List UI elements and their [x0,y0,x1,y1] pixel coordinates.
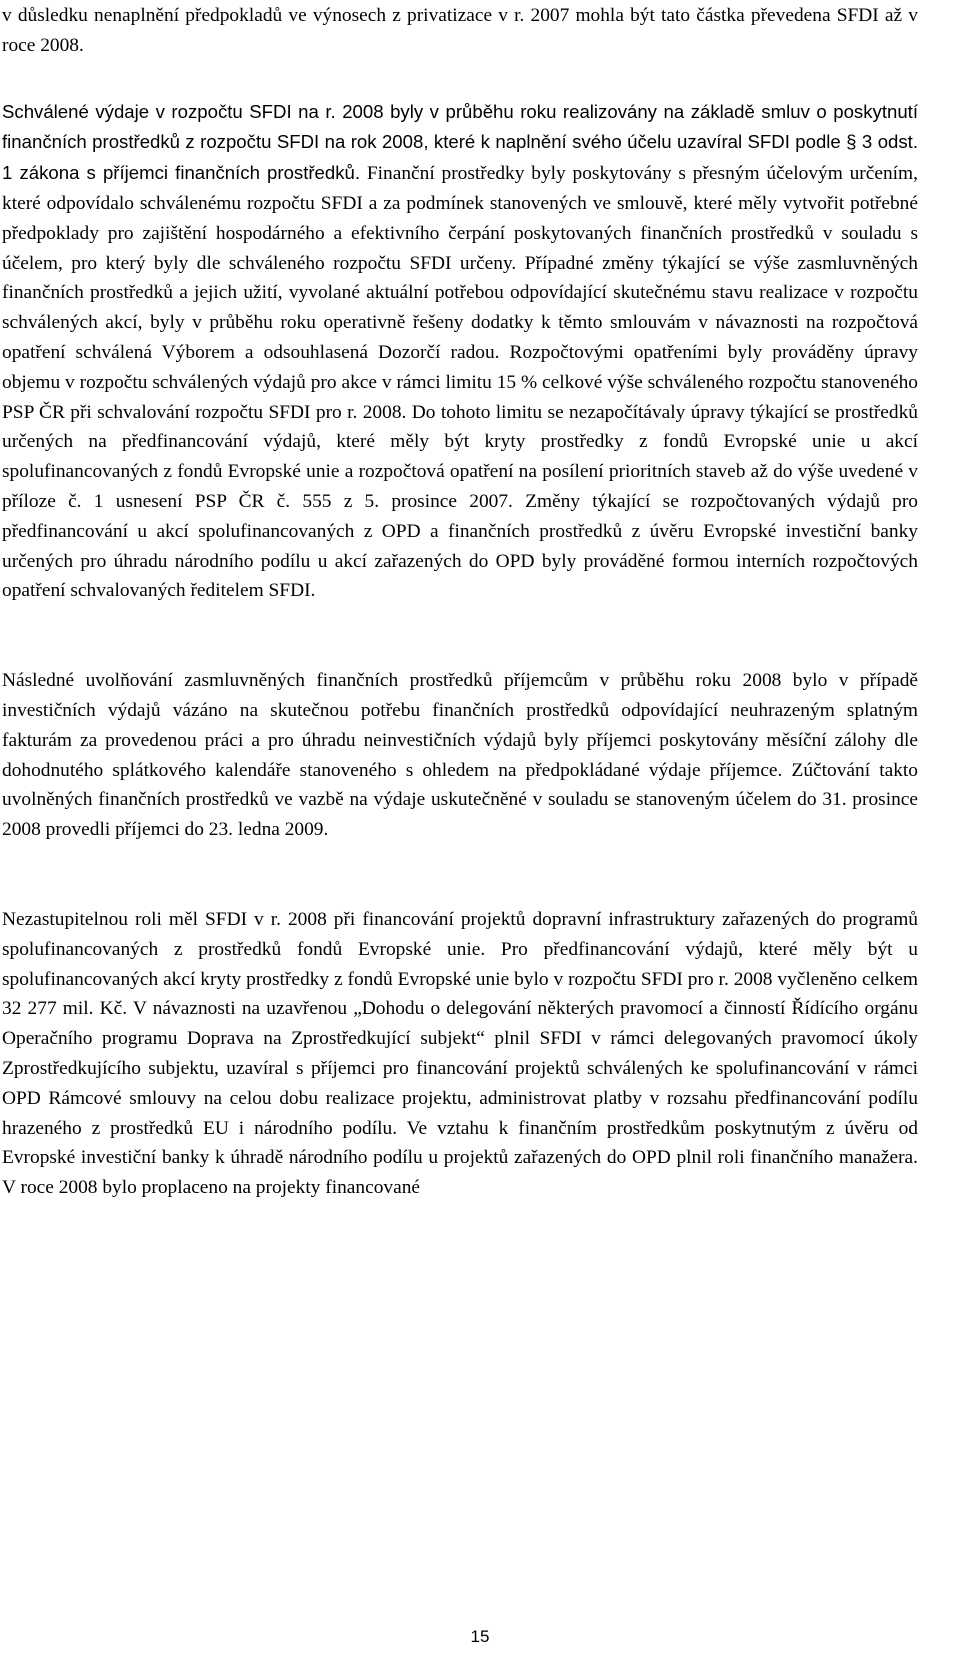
paragraph-text: Finanční prostředky byly poskytovány s přesným účelovým určením, které odpovídalo schválenému rozpočtu SFDI a za podmínek stanovených ve smlouvě, které měly vytvořit potřebné předpoklady pro zajištění hospodárného a efektivního čerpání poskytovaných finančních prostředků v souladu s účelem, pro který byly dle schváleného rozpočtu SFDI určeny. Případné změny týkající se výše zasmluvněných finančních prostředků a jejich užití, vyvolané aktuální potřebou odpovídající skutečnému stavu realizace v rozpočtu schválených akcí, byly v průběhu roku operativně řešeny dodatky k těmto smlouvám v návaznosti na rozpočtová opatření schválená Výborem a odsouhlasená Dozorčí radou. Rozpočtovými opatřeními byly prováděny úpravy objemu v rozpočtu schválených výdajů pro akce v rámci limitu 15 % celkové výše schváleného rozpočtu stanoveného PSP ČR při schvalování rozpočtu SFDI pro r. 2008. Do tohoto limitu se nezapočítávaly úpravy týkající se prostředků určených na předfinancování výdajů, které měly být kryty prostředky z fondů Evropské unie u akcí spolufinancovaných z fondů Evropské unie a rozpočtová opatření na posílení prioritních staveb až do výše uvedené v příloze č. 1 usnesení PSP ČR č. 555 z 5. prosince 2007. Změny týkající se rozpočtovaných výdajů pro předfinancování u akcí spolufinancovaných z OPD a finančních prostředků z úvěru Evropské investiční banky určených pro úhradu národního podílu u akcí zařazených do OPD byly prováděné formou interních rozpočtových opatření schvalovaných ředitelem SFDI. [2,163,918,602]
paragraph-text: Nezastupitelnou roli měl SFDI v r. 2008 při financování projektů dopravní infrastruktury zařazených do programů spolufinancovaných z prostředků fondů Evropské unie. Pro předfinancování výdajů, které měly být u spolufinancovaných akcí kryty prostředky z fondů Evropské unie bylo v rozpočtu SFDI pro r. 2008 vyčleněno celkem 32 277 mil. Kč. V návaznosti na uzavřenou „Dohodu o delegování některých pravomocí a činností Řídícího orgánu Operačního programu Doprava na Zprostředkující subjekt“ plnil SFDI v rámci delegovaných pravomocí úkoly Zprostředkujícího subjektu, uzavíral s příjemci pro financování projektů schválených ke spolufinancování v rámci OPD Rámcové smlouvy na celou dobu realizace projektu, administrovat platby v rozsahu předfinancování podílu hrazeného z prostředků EU i národního podílu. Ve vztahu k finančním prostředkům poskytnutým z úvěru od Evropské investiční banky k úhradě národního podílu u projektů zařazených do OPD plnil roli finančního manažera. V roce 2008 bylo proplaceno na projekty financované [2,908,918,1199]
paragraph-text: v důsledku nenaplnění předpokladů ve výnosech z privatizace v r. 2007 mohla být tato částka převedena SFDI až v roce 2008. [2,5,918,56]
paragraph-privatization [2,1,918,61]
paragraph-approved-expenditures [2,97,918,607]
paragraph-text-sans: Schválené výdaje v rozpočtu SFDI na r. 2008 byly v průběhu roku realizovány na základě smluv o poskytnutí finančních prostředků z rozpočtu SFDI na rok 2008, které k naplnění svého účelu uzavíral SFDI podle § 3 odst. 1 zákona s příjemci finančních prostředků. [2,100,918,184]
paragraph-release-of-funds [2,666,918,845]
paragraph-eu-funds-role [2,905,918,1203]
paragraph-text: Následné uvolňování zasmluvněných finančních prostředků příjemcům v průběhu roku 2008 bylo v případě investičních výdajů vázáno na skutečnou potřebu finančních prostředků odpovídající neuhrazeným splatným fakturám za provedenou práci a pro úhradu neinvestičních výdajů byly příjemci poskytovány měsíční zálohy dle dohodnutého splátkového kalendáře stanoveného s ohledem na předpokládané výdaje příjemce. Zúčtování takto uvolněných finančních prostředků ve vazbě na výdaje uskutečněné v souladu se stanoveným účelem do 31. prosince 2008 provedli příjemci do 23. ledna 2009. [2,670,918,841]
page-number: 15 [470,1627,490,1646]
